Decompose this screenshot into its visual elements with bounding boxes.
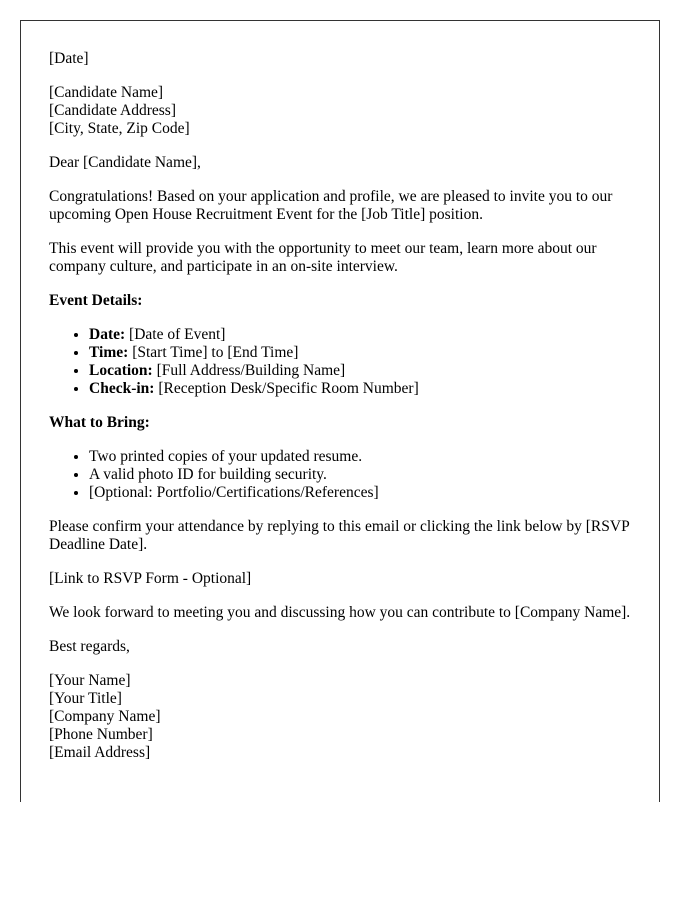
event-detail-value: [Reception Desk/Specific Room Number] bbox=[154, 380, 419, 397]
event-detail-location bbox=[89, 362, 631, 380]
what-to-bring-heading bbox=[49, 414, 631, 432]
letter-date: [Date] bbox=[49, 50, 89, 67]
letter-page bbox=[20, 20, 660, 802]
bring-item-photo-id: • A valid photo ID for building security. bbox=[89, 466, 631, 484]
event-detail-value: [Full Address/Building Name] bbox=[152, 362, 346, 379]
event-details-heading-text: Event Details: bbox=[49, 292, 143, 309]
event-detail-time bbox=[89, 344, 631, 362]
event-detail-value: [Date of Event] bbox=[125, 326, 226, 343]
closing-paragraph: We look forward to meeting you and discussing how you can contribute to [Company Name]. bbox=[49, 604, 631, 621]
event-detail-label: Time: bbox=[89, 344, 129, 361]
what-to-bring-heading-text: What to Bring: bbox=[49, 414, 150, 431]
signature-email: [Email Address] bbox=[49, 744, 151, 761]
event-detail-date bbox=[89, 326, 631, 344]
recipient-address-block bbox=[49, 84, 631, 138]
recipient-name: [Candidate Name] bbox=[49, 84, 164, 101]
intro-paragraph: Congratulations! Based on your application and profile, we are pleased to invite you to our upcoming Open House Recruitment Event for the [Job Title] position. bbox=[49, 188, 613, 223]
sign-off: Best regards, bbox=[49, 638, 130, 655]
what-to-bring-list bbox=[49, 448, 631, 502]
signature-name: [Your Name] bbox=[49, 672, 131, 689]
signature-phone: [Phone Number] bbox=[49, 726, 153, 743]
event-detail-value: [Start Time] to [End Time] bbox=[128, 344, 299, 361]
bring-item-resume: • Two printed copies of your updated resume. bbox=[89, 448, 631, 466]
purpose-paragraph: This event will provide you with the opportunity to meet our team, learn more about our company culture, and participate in an on-site interview. bbox=[49, 240, 597, 275]
signature-block bbox=[49, 672, 631, 762]
signature-company: [Company Name] bbox=[49, 708, 161, 725]
recipient-city-line: [City, State, Zip Code] bbox=[49, 120, 190, 137]
event-detail-check-in bbox=[89, 380, 631, 398]
rsvp-link-placeholder: [Link to RSVP Form - Optional] bbox=[49, 570, 252, 587]
signature-title: [Your Title] bbox=[49, 690, 122, 707]
recipient-address: [Candidate Address] bbox=[49, 102, 176, 119]
bring-item-optional: • [Optional: Portfolio/Certifications/References] bbox=[89, 484, 631, 502]
event-detail-label: Location: bbox=[89, 362, 153, 379]
event-details-heading bbox=[49, 292, 631, 310]
salutation: Dear [Candidate Name], bbox=[49, 154, 201, 171]
confirm-paragraph: Please confirm your attendance by replying to this email or clicking the link below by [RSVP Deadline Date]. bbox=[49, 518, 630, 553]
event-detail-label: Check-in: bbox=[89, 380, 155, 397]
event-detail-label: Date: bbox=[89, 326, 126, 343]
event-details-list bbox=[49, 326, 631, 398]
